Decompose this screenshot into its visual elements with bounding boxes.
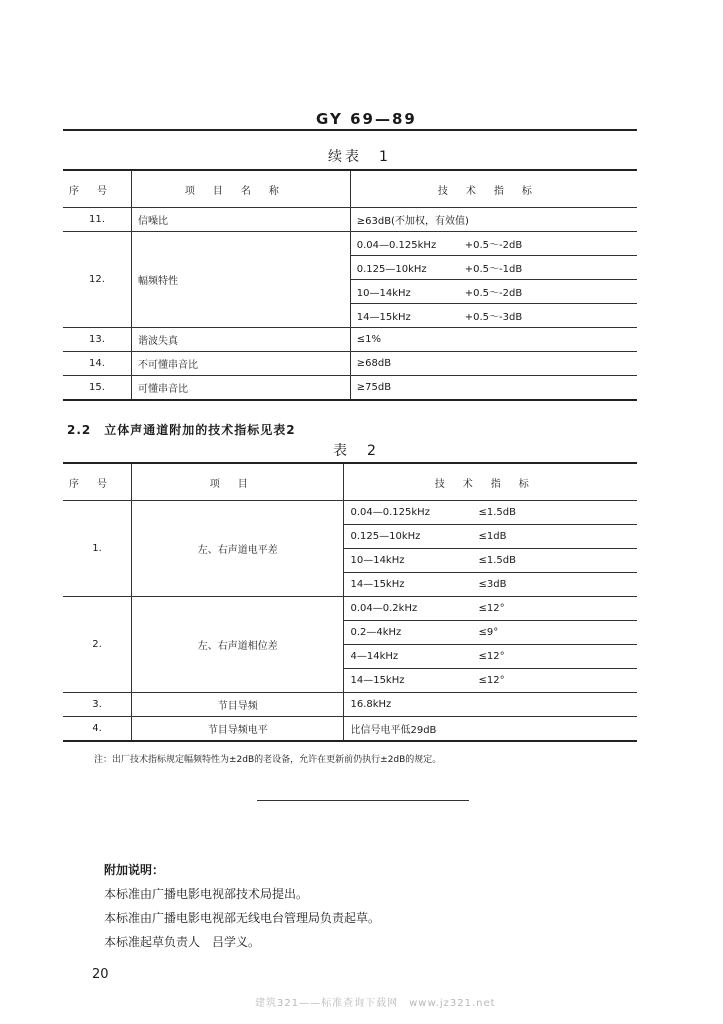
table2-col-no: 序号 bbox=[63, 463, 132, 501]
spec-value: ≤1dB bbox=[478, 531, 507, 542]
table-row bbox=[63, 328, 637, 352]
table-row bbox=[63, 597, 637, 621]
freq-range: 10—14kHz bbox=[350, 555, 405, 566]
table-row bbox=[63, 693, 637, 717]
row-number: 3. bbox=[63, 693, 132, 717]
row-number: 4. bbox=[63, 717, 132, 742]
additional-line: 本标准起草负责人 吕学义。 bbox=[104, 935, 261, 949]
row-number: 1. bbox=[63, 501, 132, 597]
freq-range: 0.125—10kHz bbox=[350, 531, 421, 542]
spec-value: +0.5～-2dB bbox=[464, 288, 523, 299]
row-spec bbox=[344, 669, 637, 693]
row-spec bbox=[350, 280, 637, 304]
table1-col-spec: 技术指标 bbox=[350, 170, 637, 208]
row-item: 左、右声道电平差 bbox=[132, 501, 344, 597]
spec-value: ≤3dB bbox=[478, 579, 507, 590]
spec-value: ≤12° bbox=[478, 651, 505, 662]
spec-value: ≤1.5dB bbox=[478, 507, 516, 518]
table-row bbox=[63, 232, 637, 256]
spec-value: ≤9° bbox=[478, 627, 499, 638]
row-spec: 比信号电平低29dB bbox=[344, 717, 637, 742]
table1 bbox=[63, 169, 637, 401]
table2 bbox=[63, 462, 637, 742]
table-row bbox=[63, 208, 637, 232]
spec-value: ≤12° bbox=[478, 675, 505, 686]
row-spec bbox=[350, 304, 637, 328]
spec-value: +0.5～-1dB bbox=[464, 264, 523, 275]
row-spec bbox=[344, 597, 637, 621]
row-spec bbox=[344, 525, 637, 549]
row-spec bbox=[350, 232, 637, 256]
additional-line: 本标准由广播电影电视部无线电台管理局负责起草。 bbox=[104, 911, 381, 925]
row-spec bbox=[344, 645, 637, 669]
table1-col-no: 序号 bbox=[63, 170, 132, 208]
table-row bbox=[63, 717, 637, 742]
freq-range: 4—14kHz bbox=[350, 651, 399, 662]
additional-title: 附加说明： bbox=[104, 863, 165, 877]
freq-range: 14—15kHz bbox=[350, 675, 405, 686]
freq-range: 0.04—0.2kHz bbox=[350, 603, 418, 614]
row-spec: ≥68dB bbox=[350, 352, 637, 376]
table2-col-spec: 技术指标 bbox=[344, 463, 637, 501]
section-heading: 2.2 立体声通道附加的技术指标见表2 bbox=[67, 423, 296, 437]
table1-caption: 续表 1 bbox=[328, 149, 391, 165]
row-spec: ≥75dB bbox=[350, 376, 637, 401]
freq-range: 14—15kHz bbox=[350, 579, 405, 590]
row-item: 可懂串音比 bbox=[132, 376, 351, 401]
row-item: 谐波失真 bbox=[132, 328, 351, 352]
freq-range: 14—15kHz bbox=[356, 312, 411, 323]
row-number: 2. bbox=[63, 597, 132, 693]
row-item: 节目导频电平 bbox=[132, 717, 344, 742]
spec-value: +0.5～-3dB bbox=[464, 312, 523, 323]
freq-range: 0.04—0.125kHz bbox=[350, 507, 430, 518]
row-item: 左、右声道相位差 bbox=[132, 597, 344, 693]
table2-header-row bbox=[63, 463, 637, 501]
row-spec bbox=[344, 621, 637, 645]
table-note: 注：出厂技术指标规定幅频特性为±2dB的老设备，允许在更新前仍执行±2dB的规定。 bbox=[94, 755, 442, 765]
table2-col-item: 项目 bbox=[132, 463, 344, 501]
page-number: 20 bbox=[92, 967, 109, 982]
end-divider bbox=[257, 800, 469, 801]
row-item: 节目导频 bbox=[132, 693, 344, 717]
additional-line: 本标准由广播电影电视部技术局提出。 bbox=[104, 887, 309, 901]
spec-value: +0.5～-2dB bbox=[464, 240, 523, 251]
table-row bbox=[63, 352, 637, 376]
freq-range: 0.04—0.125kHz bbox=[356, 240, 437, 251]
row-spec bbox=[344, 549, 637, 573]
row-number: 12. bbox=[63, 232, 132, 328]
table-row bbox=[63, 376, 637, 401]
row-spec bbox=[344, 573, 637, 597]
header-rule bbox=[63, 129, 637, 131]
spec-value: ≤1.5dB bbox=[478, 555, 516, 566]
freq-range: 10—14kHz bbox=[356, 288, 411, 299]
row-item: 幅频特性 bbox=[132, 232, 351, 328]
table1-col-item: 项目名称 bbox=[132, 170, 351, 208]
row-number: 15. bbox=[63, 376, 132, 401]
row-spec: 16.8kHz bbox=[344, 693, 637, 717]
row-spec: ≥63dB(不加权，有效值) bbox=[350, 208, 637, 232]
table2-caption: 表 2 bbox=[333, 443, 379, 459]
row-number: 11. bbox=[63, 208, 132, 232]
freq-range: 0.2—4kHz bbox=[350, 627, 402, 638]
row-spec: ≤1% bbox=[350, 328, 637, 352]
watermark: 建筑321——标准查询下载网 www.jz321.net bbox=[255, 998, 496, 1009]
row-spec bbox=[344, 501, 637, 525]
spec-value: ≤12° bbox=[478, 603, 505, 614]
row-number: 13. bbox=[63, 328, 132, 352]
table1-header-row bbox=[63, 170, 637, 208]
row-spec bbox=[350, 256, 637, 280]
row-item: 信噪比 bbox=[132, 208, 351, 232]
table-row bbox=[63, 501, 637, 525]
freq-range: 0.125—10kHz bbox=[356, 264, 427, 275]
document-code: GY 69—89 bbox=[316, 110, 417, 128]
row-number: 14. bbox=[63, 352, 132, 376]
row-item: 不可懂串音比 bbox=[132, 352, 351, 376]
